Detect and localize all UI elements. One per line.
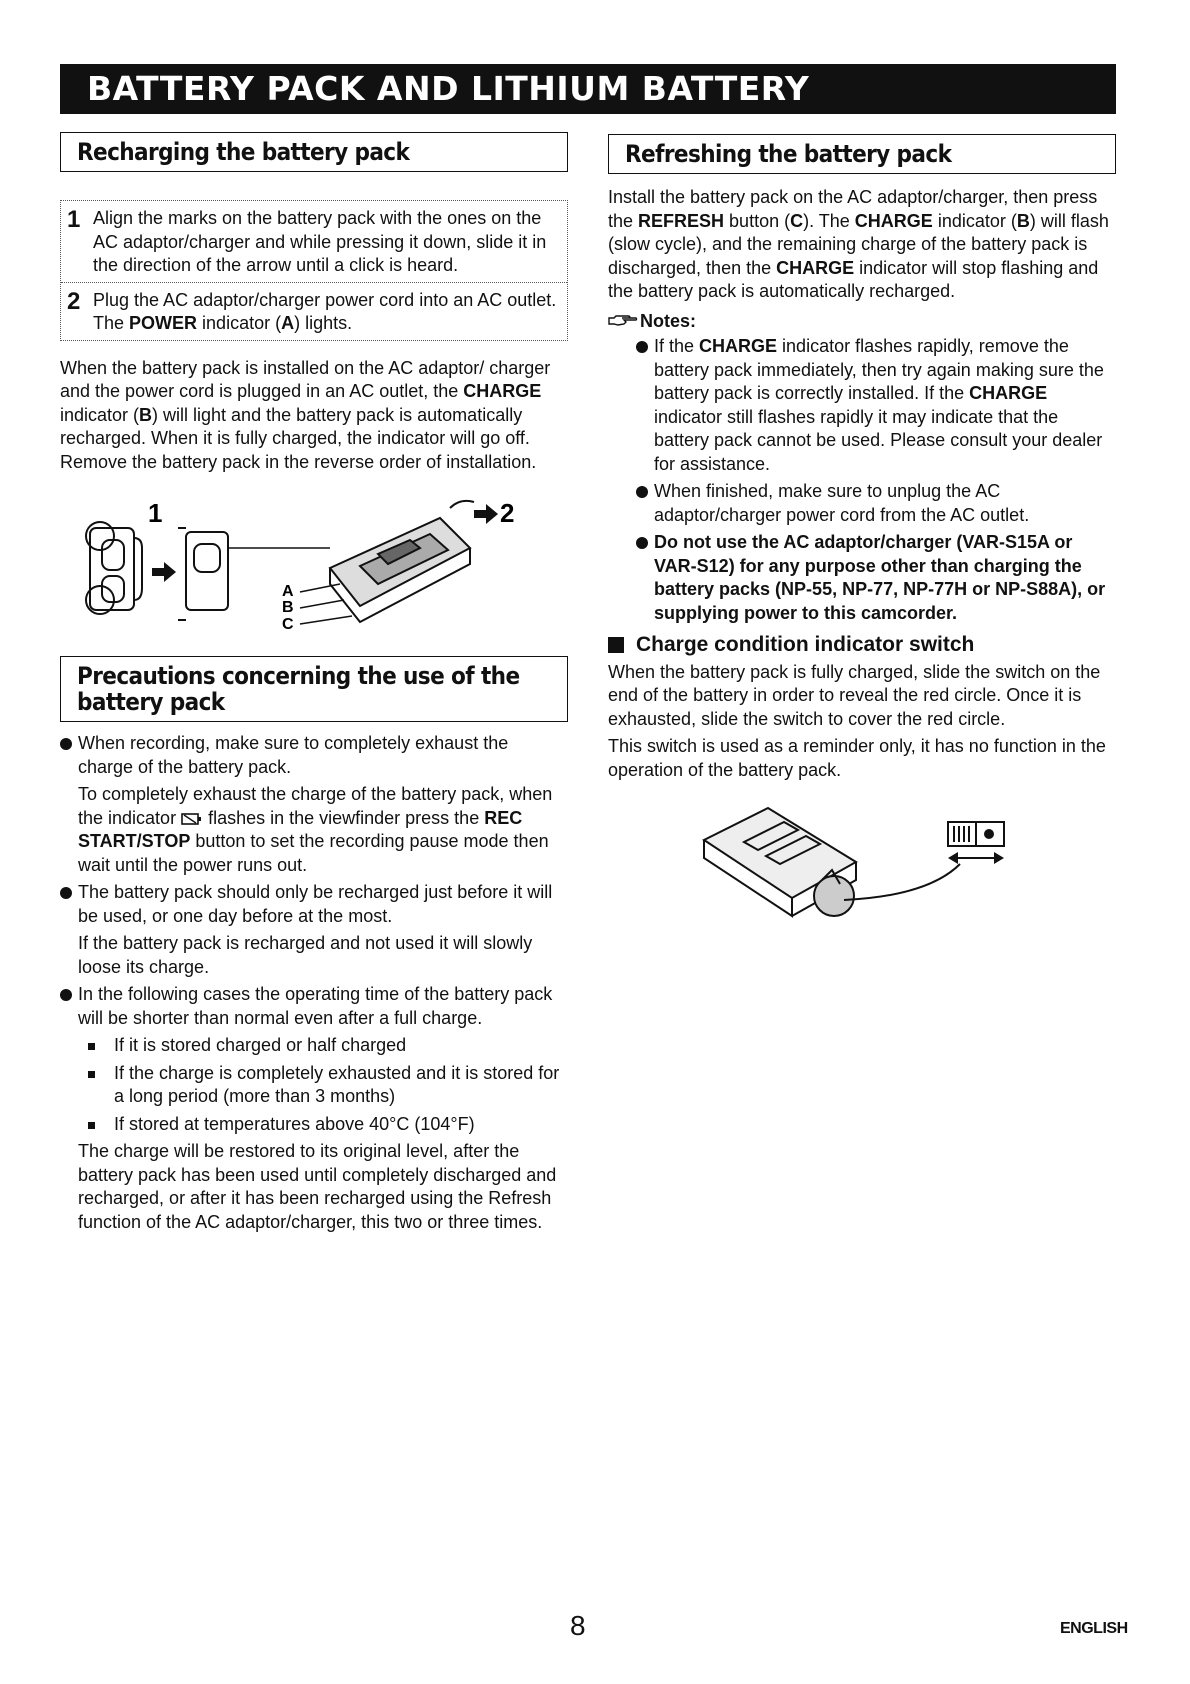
recharging-heading: Recharging the battery pack <box>60 132 568 172</box>
list-item: Do not use the AC adaptor/charger (VAR-S15A or VAR-S12) for any purpose other than charging the battery packs (NP-55, NP-77, NP-77H or NP-S88A), or supplying power to this camcorder. <box>636 531 1116 625</box>
leader-line <box>844 864 960 900</box>
figure-label-b: B <box>282 599 294 616</box>
refreshing-heading: Refreshing the battery pack <box>608 134 1116 174</box>
notes-label: Notes: <box>608 310 1116 334</box>
list-item: If stored at temperatures above 40°C (104°F) <box>78 1113 568 1137</box>
battery-switch-illustration <box>608 800 1116 950</box>
step-text: Align the marks on the battery pack with the ones on the AC adaptor/charger and while pressing it down, slide it in the direction of the arrow until a click is heard. <box>93 208 547 275</box>
charger-illustration <box>60 488 568 638</box>
list-item: In the following cases the operating time of the battery pack will be shorter than normal even after a full charge. <box>60 983 568 1030</box>
right-column <box>608 134 1116 950</box>
page-banner-title: BATTERY PACK AND LITHIUM BATTERY <box>60 64 1116 114</box>
battery-low-icon <box>181 812 203 826</box>
notes-list <box>636 335 1116 625</box>
step-2 <box>61 282 567 340</box>
battery-side-outline <box>178 528 228 620</box>
double-arrow-icon <box>948 852 1004 864</box>
step-number: 2 <box>67 287 81 315</box>
arrow-icon <box>152 562 176 582</box>
figure-label-1: 1 <box>148 498 163 528</box>
square-bullet-icon <box>608 637 624 653</box>
left-column <box>60 132 568 1234</box>
charger-body <box>330 501 474 622</box>
restore-note: The charge will be restored to its original level, after the battery pack has been used until completely discharged and recharged, or after it has been recharged using the Refresh function of the AC adaptor/charger, this two or three times. <box>78 1141 557 1232</box>
list-item: If the charge is completely exhausted and it is stored for a long period (more than 3 months) <box>78 1062 568 1109</box>
indicator-leaders <box>300 584 352 624</box>
switch-paragraph-2: This switch is used as a reminder only, it has no function in the operation of the battery pack. <box>608 736 1106 780</box>
list-item: If the CHARGE indicator flashes rapidly, remove the battery pack immediately, then try again making sure the battery pack is correctly installed. If the CHARGE indicator still flashes rapidly it may indicate that the battery pack cannot be used. Please consult your dealer for assistance. <box>636 335 1116 476</box>
refreshing-paragraph: Install the battery pack on the AC adaptor/charger, then press the REFRESH button (C). The CHARGE indicator (B) will flash (slow cycle), and the remaining charge of the battery pack is discharged, then the CHARGE indicator will stop flashing and the battery pack is automatically recharged. <box>608 187 1109 301</box>
figure-label-a: A <box>282 583 294 600</box>
switch-icon <box>948 822 1004 846</box>
switch-heading: Charge condition indicator switch <box>608 633 1116 657</box>
figure-label-c: C <box>282 616 294 633</box>
pointing-hand-icon <box>608 313 638 329</box>
list-item: When recording, make sure to completely exhaust the charge of the battery pack. To completely exhaust the charge of the battery pack, when the indicator flashes in the viewfinder press the REC START/STOP button to set the recording pause mode then wait until the power runs out. <box>60 732 568 877</box>
precautions-list <box>60 732 568 1030</box>
switch-paragraph-1: When the battery pack is fully charged, slide the switch on the end of the battery in order to reveal the red circle. Once it is exhausted, slide the switch to cover the red circle. <box>608 661 1101 729</box>
figure-label-2: 2 <box>500 498 515 528</box>
step-1 <box>61 201 567 282</box>
battery-body <box>704 808 856 916</box>
list-item: When finished, make sure to unplug the AC adaptor/charger power cord from the AC outlet. <box>636 480 1116 527</box>
shortened-time-cases <box>78 1034 568 1136</box>
language-label: ENGLISH <box>1060 1620 1128 1637</box>
list-item: If it is stored charged or half charged <box>78 1034 568 1058</box>
step-text: Plug the AC adaptor/charger power cord into an AC outlet. The POWER indicator (A) lights. <box>93 289 557 333</box>
precautions-heading: Precautions concerning the use of the battery pack <box>60 656 568 722</box>
step-number: 1 <box>67 206 81 233</box>
battery-outline <box>86 522 142 614</box>
recharging-paragraph: When the battery pack is installed on the AC adaptor/ charger and the power cord is plugged in an AC outlet, the CHARGE indicator (B) will light and the battery pack is automatically recharged. When it is fully charged, the indicator will go off. Remove the battery pack in the reverse order of installation. <box>60 357 551 472</box>
arrow-2-icon <box>474 504 498 524</box>
recharging-steps <box>60 200 568 341</box>
page-number: 8 <box>570 1610 586 1641</box>
list-item: The battery pack should only be recharged just before it will be used, or one day before at the most. If the battery pack is recharged and not used it will slowly loose its charge. <box>60 881 568 979</box>
